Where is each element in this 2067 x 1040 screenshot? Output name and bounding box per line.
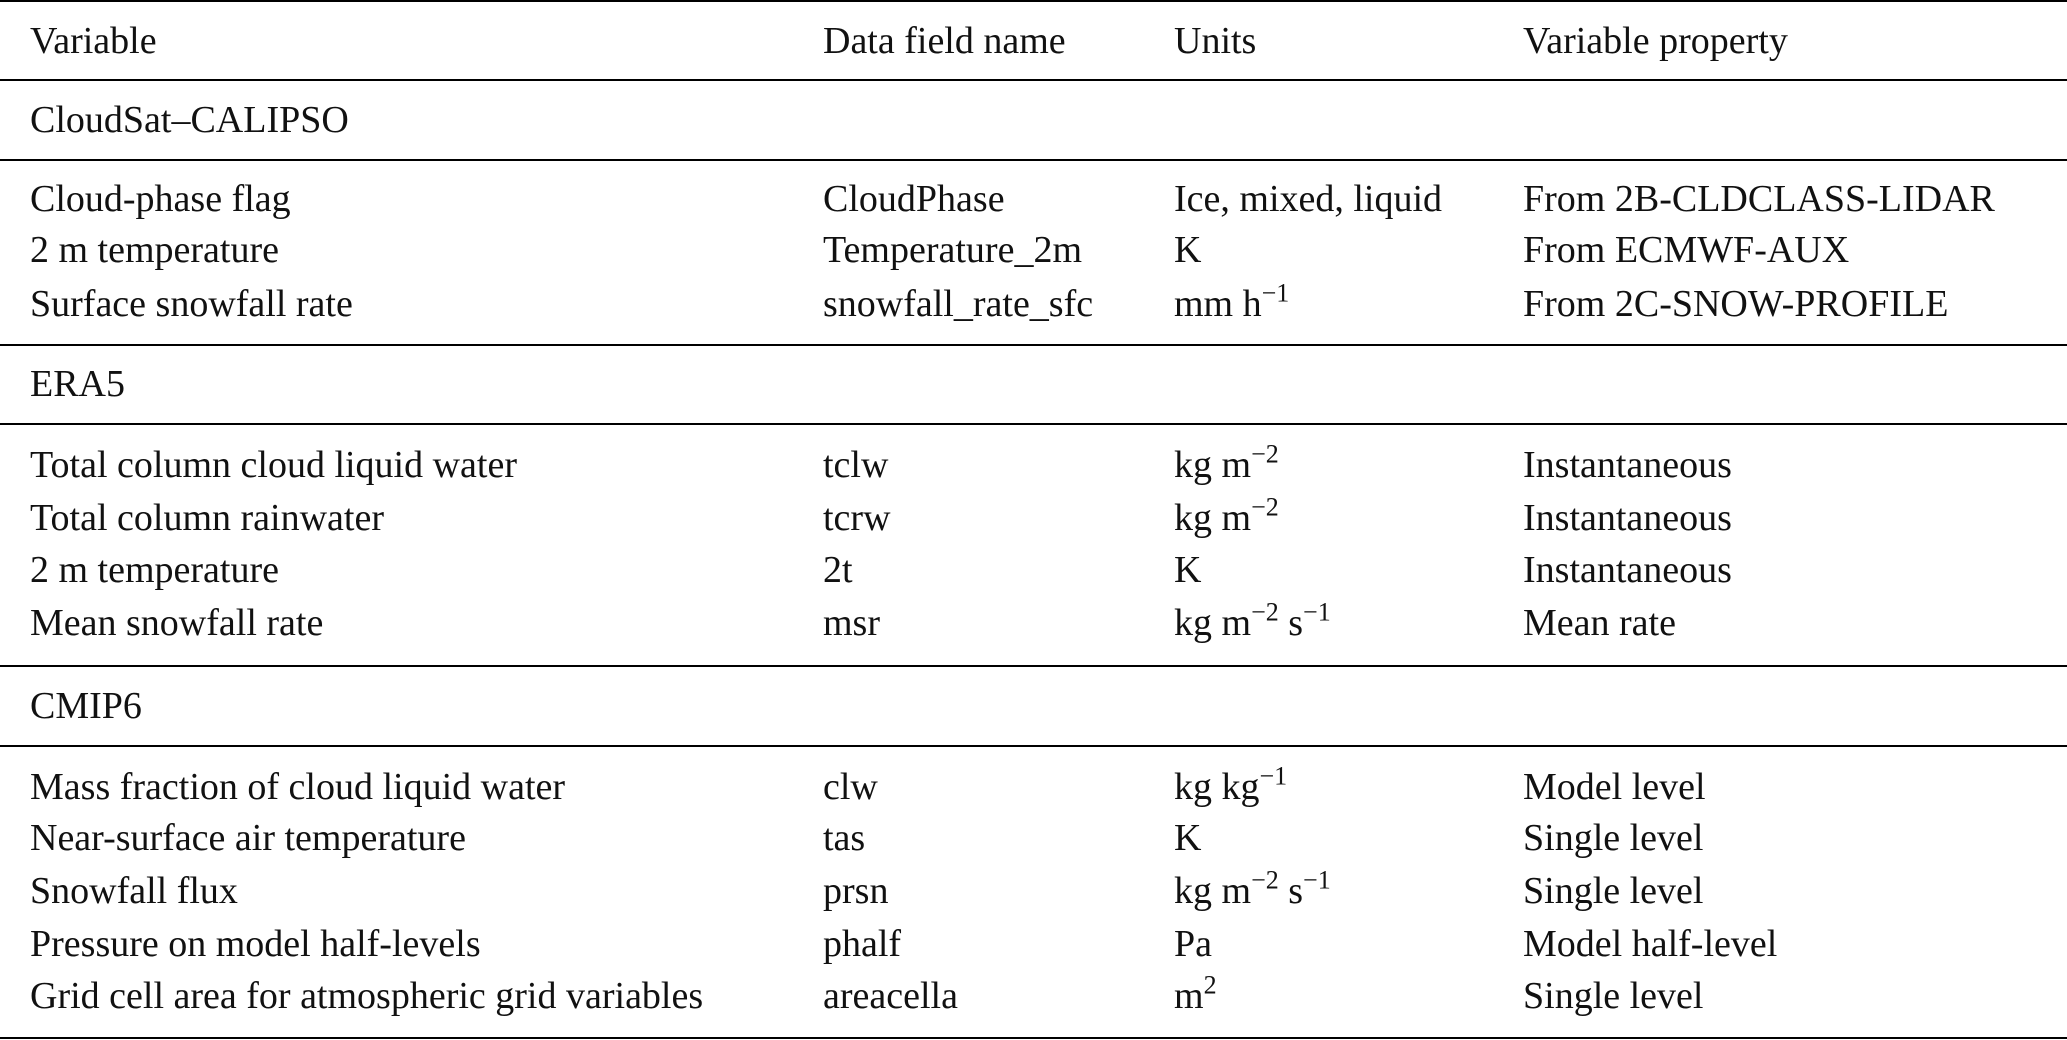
variable-cell: Snowfall flux: [30, 870, 238, 912]
section-rule: [0, 159, 2067, 161]
property-cell: Model half-level: [1523, 923, 1778, 965]
column-header-variable-property: Variable property: [1523, 20, 1788, 62]
units-exponent: −1: [1259, 761, 1288, 791]
column-header-data-field-name: Data field name: [823, 20, 1066, 62]
variable-cell: Mean snowfall rate: [30, 602, 324, 644]
units-base: kg m: [1174, 497, 1252, 539]
variable-cell: Surface snowfall rate: [30, 283, 353, 325]
units-base: kg kg: [1174, 766, 1260, 808]
units-base: mm h: [1174, 283, 1262, 325]
column-header-units: Units: [1174, 20, 1257, 62]
units-cell: [1174, 551, 1201, 589]
units-cell: [1174, 231, 1201, 269]
property-cell: Single level: [1523, 870, 1704, 912]
units-base: kg m: [1174, 870, 1252, 912]
units-exponent-2: −1: [1303, 865, 1331, 895]
units-exponent: −2: [1251, 597, 1279, 627]
variable-cell: Mass fraction of cloud liquid water: [30, 766, 566, 808]
field-cell: msr: [823, 602, 880, 644]
variable-cell: Cloud-phase flag: [30, 178, 291, 220]
units-base: Ice, mixed, liquid: [1174, 178, 1443, 220]
section-title-era5: ERA5: [30, 363, 125, 405]
units-cell: [1174, 819, 1201, 857]
top-rule: [0, 0, 2067, 2]
units-base: kg m: [1174, 602, 1252, 644]
bottom-rule: [0, 1037, 2067, 1039]
field-cell: 2t: [823, 549, 853, 591]
units-cell: [1174, 761, 1288, 808]
units-cell: [1174, 439, 1279, 486]
units-exponent: 2: [1203, 970, 1217, 1000]
property-cell: From 2C-SNOW-PROFILE: [1523, 283, 1949, 325]
units-base: K: [1174, 549, 1202, 591]
variable-cell: 2 m temperature: [30, 549, 280, 591]
header-rule: [0, 79, 2067, 81]
field-cell: Temperature_2m: [823, 229, 1083, 271]
units-exponent: −1: [1261, 278, 1290, 308]
field-cell: tcrw: [823, 497, 891, 539]
units-cell: [1174, 278, 1290, 325]
section-title-cmip6: CMIP6: [30, 685, 142, 727]
field-cell: prsn: [823, 870, 889, 912]
units-base: m: [1174, 975, 1204, 1017]
units-base: K: [1174, 229, 1202, 271]
units-cell: [1174, 865, 1331, 912]
units-exponent: −2: [1251, 492, 1279, 522]
section-rule: [0, 665, 2067, 667]
property-cell: From ECMWF-AUX: [1523, 229, 1850, 271]
field-cell: tclw: [823, 444, 889, 486]
field-cell: phalf: [823, 923, 902, 965]
property-cell: Instantaneous: [1523, 444, 1732, 486]
variable-cell: 2 m temperature: [30, 229, 280, 271]
units-cell: [1174, 492, 1279, 539]
property-cell: Instantaneous: [1523, 497, 1732, 539]
column-header-variable: Variable: [30, 20, 157, 62]
field-cell: CloudPhase: [823, 178, 1005, 220]
variable-cell: Near-surface air temperature: [30, 817, 466, 859]
units-cell: [1174, 925, 1212, 963]
section-title-cloudsat-calipso: CloudSat–CALIPSO: [30, 99, 349, 141]
units-exponent-2: −1: [1303, 597, 1331, 627]
property-cell: Mean rate: [1523, 602, 1676, 644]
section-rule: [0, 423, 2067, 425]
units-base: K: [1174, 817, 1202, 859]
units-cell: [1174, 180, 1442, 218]
units-cell: [1174, 970, 1217, 1017]
units-base-2: s: [1278, 870, 1304, 912]
units-cell: [1174, 597, 1331, 644]
variable-cell: Grid cell area for atmospheric grid variables: [30, 975, 704, 1017]
field-cell: areacella: [823, 975, 958, 1017]
property-cell: Instantaneous: [1523, 549, 1732, 591]
units-base-2: s: [1278, 602, 1304, 644]
property-cell: From 2B-CLDCLASS-LIDAR: [1523, 178, 1995, 220]
section-rule: [0, 344, 2067, 346]
variable-cell: Total column rainwater: [30, 497, 384, 539]
variable-cell: Pressure on model half-levels: [30, 923, 481, 965]
property-cell: Model level: [1523, 766, 1706, 808]
units-base: Pa: [1174, 923, 1212, 965]
units-base: kg m: [1174, 444, 1252, 486]
field-cell: snowfall_rate_sfc: [823, 283, 1094, 325]
units-exponent: −2: [1251, 439, 1279, 469]
units-exponent: −2: [1251, 865, 1279, 895]
property-cell: Single level: [1523, 817, 1704, 859]
variable-cell: Total column cloud liquid water: [30, 444, 518, 486]
field-cell: tas: [823, 817, 866, 859]
property-cell: Single level: [1523, 975, 1704, 1017]
field-cell: clw: [823, 766, 878, 808]
section-rule: [0, 745, 2067, 747]
